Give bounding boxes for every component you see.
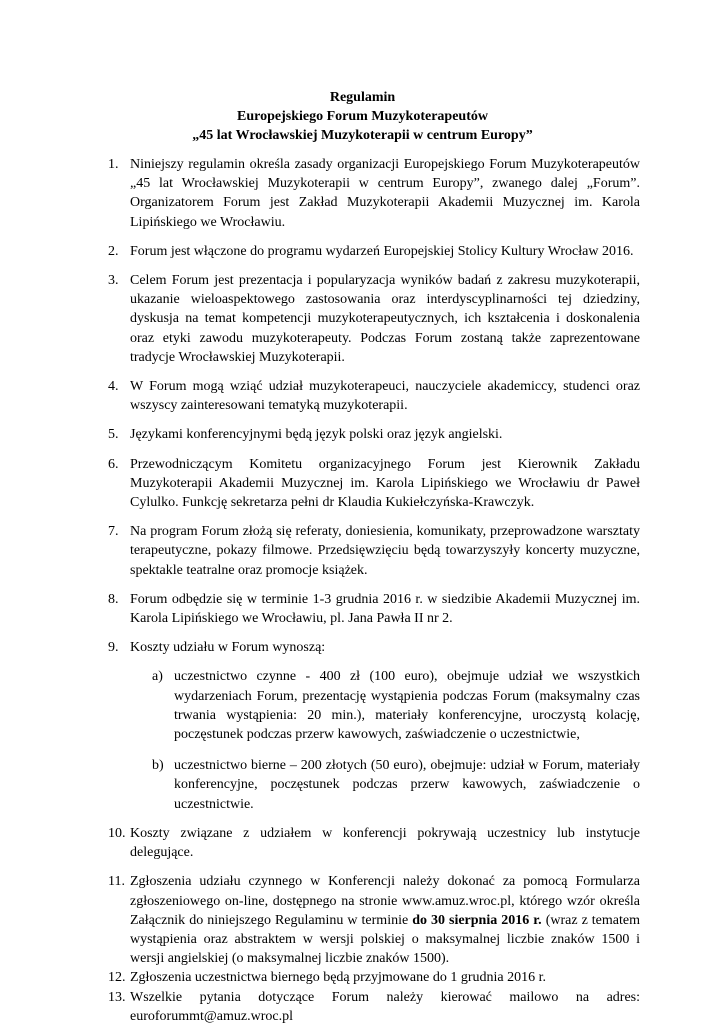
item-number: 9. — [108, 640, 119, 656]
item-number: 5. — [108, 427, 119, 443]
list-item — [108, 968, 640, 987]
item-number: 3. — [108, 273, 119, 289]
list-item — [108, 638, 640, 814]
list-item — [108, 425, 640, 444]
item-number: 1. — [108, 157, 119, 172]
item-text: Przewodniczącym Komitetu organizacyjnego Forum jest Kierownik Zakładu Muzykoterapii Akademii Muzycznej im. Karola Lipińskiego we Wrocławiu dr Paweł Cylulko. Funkcję sekretarza pełni dr Klaudia Kukiełczyńska-Krawczyk. — [130, 456, 640, 511]
item-number: 2. — [108, 243, 119, 259]
item-text: Forum jest włączone do programu wydarzeń Europejskiej Stolicy Kultury Wrocław 2016. — [130, 243, 634, 259]
list-item — [108, 872, 640, 968]
sub-item-text: uczestnictwo czynne - 400 zł (100 euro), obejmuje udział we wszystkich wydarzeniach Forum, prezentację wystąpienia podczas Forum (maksymalny czas trwania wystąpienia: 20 min.), materiały konferencyjne, uroczystą kolację, poczęstunek podczas przerw kawowych, zaświadczenie o uczestnictwie, — [174, 669, 640, 743]
item-number: 10. — [108, 825, 126, 841]
title-line-1: Regulamin — [329, 90, 396, 105]
title-line-2: Europejskiego Forum Muzykoterapeutów — [237, 109, 488, 124]
item-text-after: (wraz z tematem wystąpienia oraz abstraktem w wersji polskiej o maksymalnej liczbie znaków 1500 i wersji angielskiej (o maksymalnej liczbie znaków 1500). — [130, 912, 640, 967]
sub-item-letter: b) — [152, 758, 164, 774]
item-text: W Forum mogą wziąć udział muzykoterapeuci, nauczyciele akademiccy, studenci oraz wszyscy zainteresowani tematyką muzykoterapii. — [130, 379, 640, 414]
item-number: 6. — [108, 456, 119, 472]
item-text: Celem Forum jest prezentacja i popularyzacja wyników badań z zakresu muzykoterapii, ukazanie wieloaspektowego zastosowania oraz interdyscyplinarności tej dziedziny, dyskusja na temat kompetencji muzykoterapeutycznych, ich kształcenia i doskonalenia oraz etyki zawodu muzykoterapeuty. Podczas Forum zostaną także zaprezentowane tradycje Wrocławskiej Muzykoterapii. — [130, 273, 640, 365]
list-item — [108, 271, 640, 367]
item-text: Wszelkie pytania dotyczące Forum należy kierować mailowo na adres: euroforummt@amuz.wroc.pl — [130, 989, 640, 1024]
list-item — [108, 242, 640, 261]
deadline-bold: do 30 sierpnia 2016 r. — [412, 912, 542, 928]
list-item — [108, 988, 640, 1026]
item-number: 13. — [108, 989, 126, 1005]
sub-item-text: uczestnictwo bierne – 200 złotych (50 euro), obejmuje: udział w Forum, materiały konferencyjne, poczęstunek podczas przerw kawowych, zaświadczenie o uczestnictwie. — [174, 758, 640, 812]
cost-item-passive — [108, 756, 640, 814]
item-number: 11. — [108, 874, 125, 890]
item-number: 8. — [108, 591, 119, 607]
list-item — [108, 590, 640, 628]
document-title — [0, 88, 725, 145]
item-text: Koszty związane z udziałem w konferencji pokrywają uczestnicy lub instytucje delegujące. — [130, 825, 640, 861]
item-text: Zgłoszenia uczestnictwa biernego będą przyjmowane do 1 grudnia 2016 r. — [130, 970, 546, 986]
list-item — [108, 455, 640, 513]
title-line-3: „45 lat Wrocławskiej Muzykoterapii w centrum Europy” — [192, 128, 533, 143]
item-text: Językami konferencyjnymi będą język polski oraz język angielski. — [130, 427, 503, 443]
sub-item-letter: a) — [152, 669, 163, 685]
list-item — [108, 824, 640, 862]
regulations-list — [108, 155, 640, 1026]
item-text: Forum odbędzie się w terminie 1-3 grudnia 2016 r. w siedzibie Akademii Muzycznej im. Karola Lipińskiego we Wrocławiu, pl. Jana Pawła II nr 2. — [130, 591, 640, 627]
cost-item-active — [108, 667, 640, 744]
item-number: 7. — [108, 524, 119, 540]
item-text: Koszty udziału w Forum wynoszą: — [130, 640, 326, 656]
list-item — [108, 522, 640, 580]
item-number: 4. — [108, 379, 119, 395]
item-number: 12. — [108, 970, 126, 986]
list-item — [108, 377, 640, 415]
item-text: Na program Forum złożą się referaty, doniesienia, komunikaty, przeprowadzone warsztaty terapeutyczne, pokazy filmowe. Przedsięwzięciu będą towarzyszyły koncerty muzyczne, spektakle teatralne oraz promocje książek. — [130, 524, 640, 578]
item-text-before: Zgłoszenia udziału czynnego w Konferencji należy dokonać za pomocą Formularza zgłoszeniowego on-line, dostępnego na stronie www.amuz.wroc.pl, którego wzór określa Załącznik do niniejszego Regulaminu w terminie — [130, 874, 640, 928]
item-text: Niniejszy regulamin określa zasady organizacji Europejskiego Forum Muzykoterapeutów „45 lat Wrocławskiej Muzykoterapii w centrum Europy”, zwanego dalej „Forum”. Organizatorem Forum jest Zakład Muzykoterapii Akademii Muzycznej im. Karola Lipińskiego we Wrocławiu. — [130, 157, 640, 230]
list-item — [108, 155, 640, 232]
